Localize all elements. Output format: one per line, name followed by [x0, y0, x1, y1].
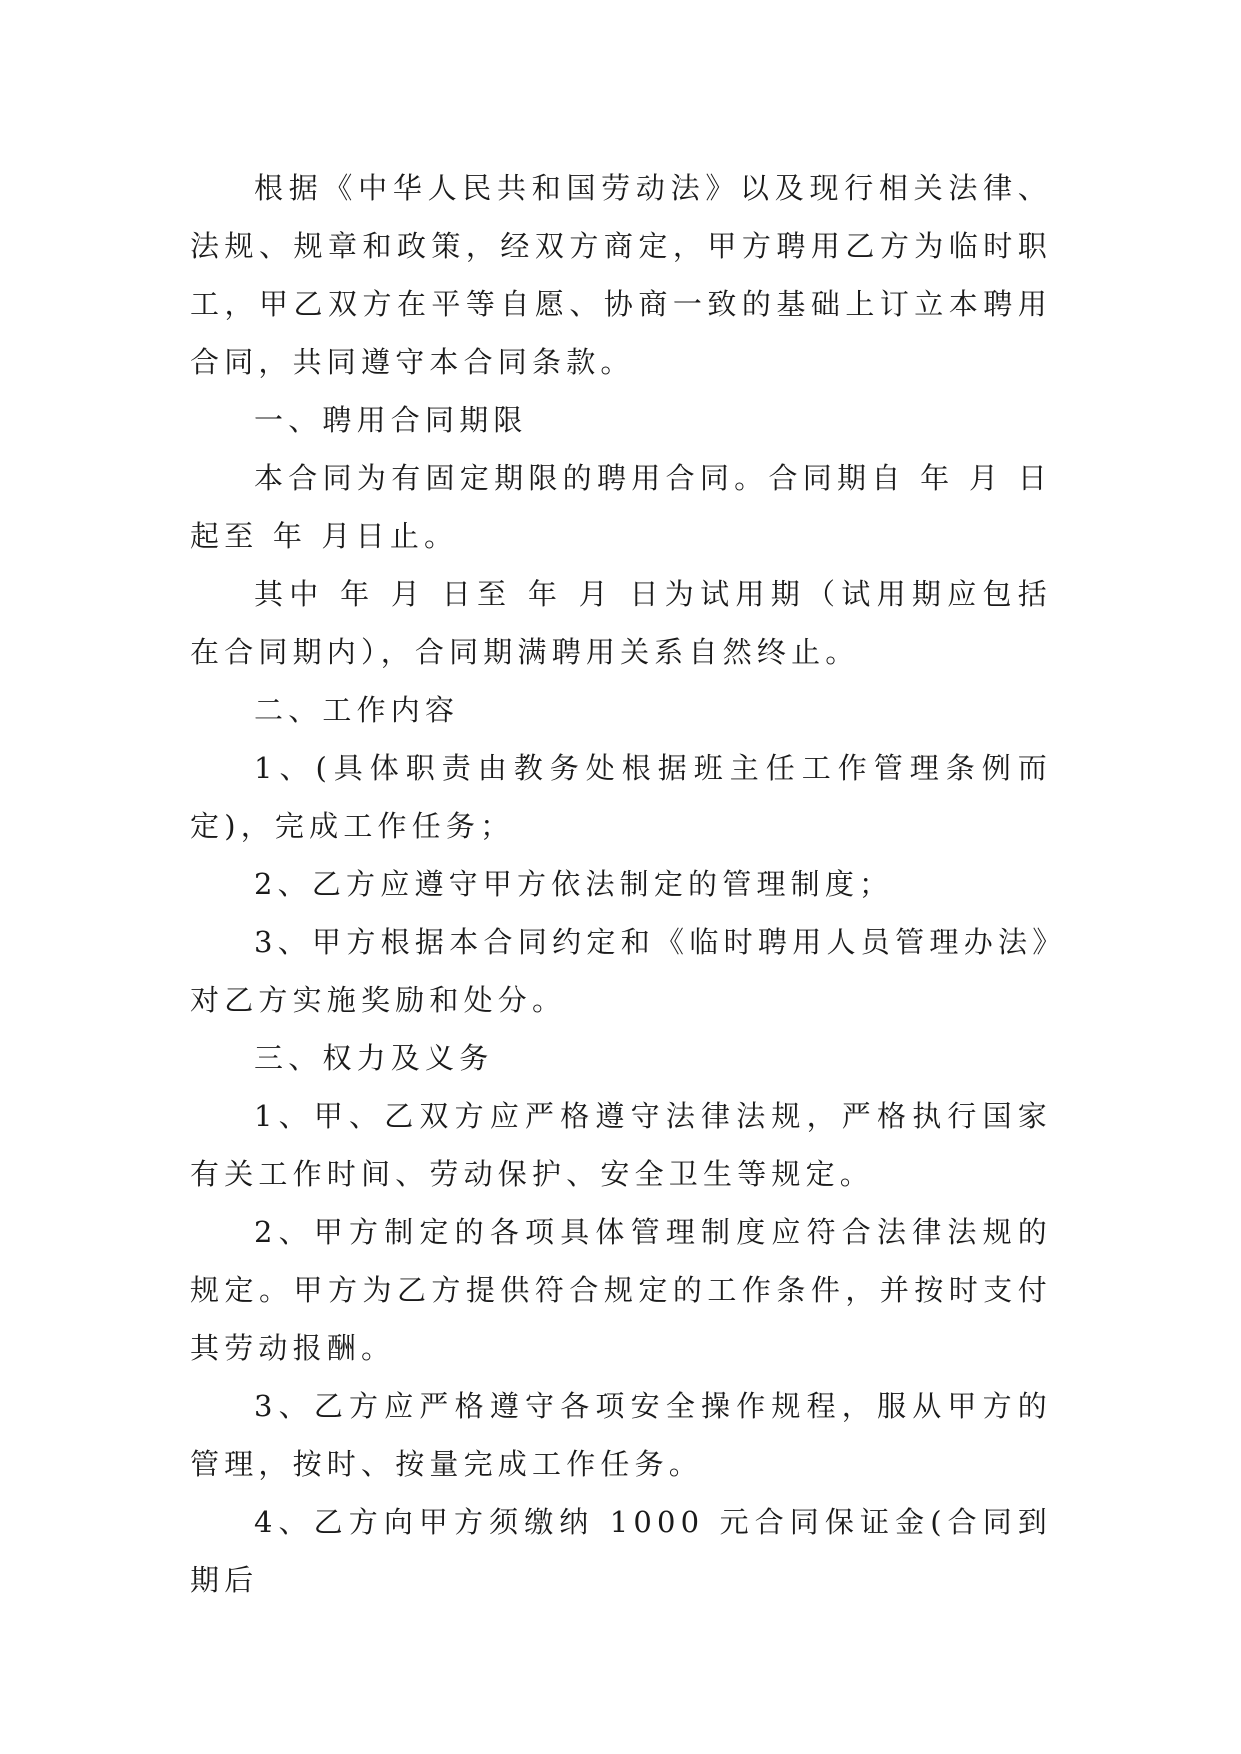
- rights-item-1: 1、甲、乙双方应严格遵守法律法规，严格执行国家有关工作时间、劳动保护、安全卫生等规定。: [190, 1099, 1052, 1191]
- section-heading-term: 一、聘用合同期限: [254, 403, 528, 437]
- probation-paragraph: 其中 年 月 日至 年 月 日为试用期（试用期应包括在合同期内），合同期满聘用关系自然终止。: [190, 577, 1052, 669]
- section-heading-work-content: 二、工作内容: [254, 693, 460, 727]
- document-page: [190, 0, 1052, 1754]
- document-body: [190, 159, 1052, 1609]
- rights-item-2: 2、甲方制定的各项具体管理制度应符合法律法规的规定。甲方为乙方提供符合规定的工作条件，并按时支付其劳动报酬。: [190, 1215, 1052, 1365]
- section-heading-rights-duties: 三、权力及义务: [254, 1041, 494, 1075]
- rights-item-4: 4、乙方向甲方须缴纳 1000 元合同保证金(合同到期后: [190, 1505, 1052, 1597]
- rights-item-3: 3、乙方应严格遵守各项安全操作规程，服从甲方的管理，按时、按量完成工作任务。: [190, 1389, 1052, 1481]
- term-paragraph: 本合同为有固定期限的聘用合同。合同期自 年 月 日起至 年 月日止。: [190, 461, 1052, 553]
- work-item-3: 3、甲方根据本合同约定和《临时聘用人员管理办法》对乙方实施奖励和处分。: [190, 925, 1052, 1017]
- work-item-2: 2、乙方应遵守甲方依法制定的管理制度；: [254, 867, 894, 901]
- work-item-1: 1、(具体职责由教务处根据班主任工作管理条例而定)，完成工作任务；: [190, 751, 1052, 843]
- intro-paragraph: 根据《中华人民共和国劳动法》以及现行相关法律、法规、规章和政策，经双方商定，甲方聘用乙方为临时职工，甲乙双方在平等自愿、协商一致的基础上订立本聘用合同，共同遵守本合同条款。: [190, 171, 1052, 379]
